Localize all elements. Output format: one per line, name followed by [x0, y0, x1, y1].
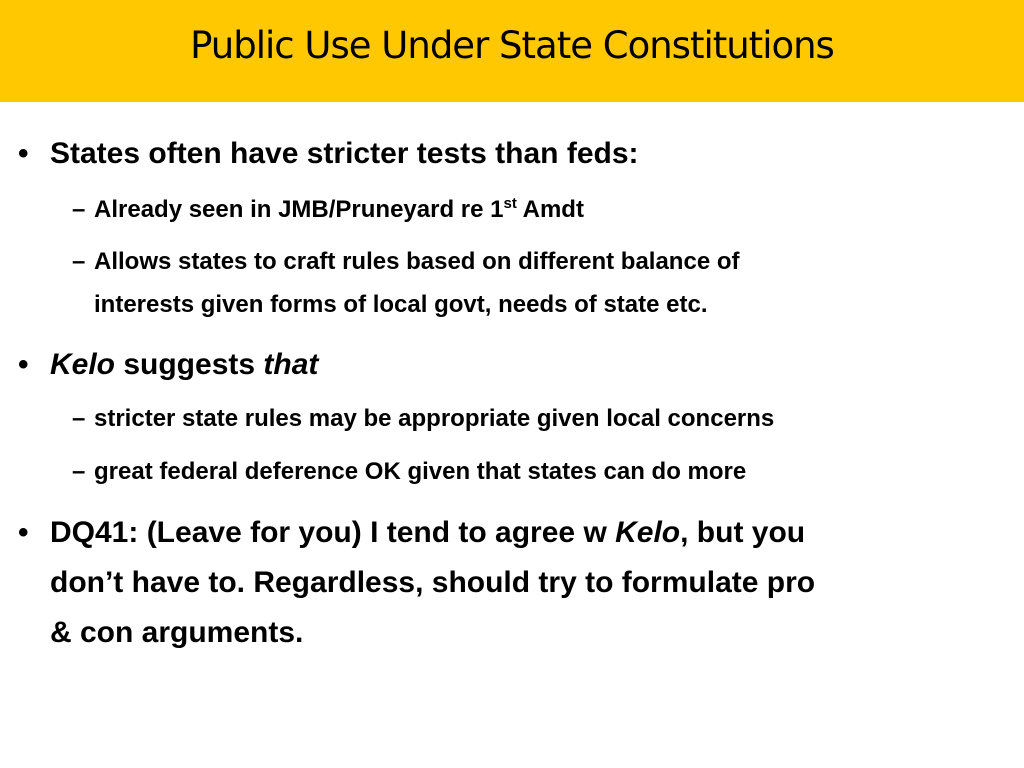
- bullet-3-line-1-post: , but you: [680, 516, 806, 549]
- bullet-1-sub-1-text: [94, 188, 584, 231]
- bullet-2-suggests: suggests: [115, 348, 264, 381]
- superscript-st: st: [503, 195, 517, 212]
- bullet-glyph: •: [18, 516, 29, 549]
- bullet-2-sub-1-text: stricter state rules may be appropriate given local concerns: [94, 405, 775, 432]
- sub-1-post: Amdt: [516, 196, 584, 223]
- dash-glyph: –: [72, 405, 86, 432]
- bullet-1-text: States often have stricter tests than feds:: [50, 137, 639, 170]
- bullet-1-sub-2-line-2: interests given forms of local govt, needs of state etc.: [94, 291, 708, 318]
- bullet-1-sub-2-line-1: Allows states to craft rules based on different balance of: [94, 248, 740, 275]
- dash-glyph: –: [72, 196, 86, 223]
- bullet-3-line-1-pre: DQ41: (Leave for you) I tend to agree w: [50, 516, 616, 549]
- slide-title: Public Use Under State Constitutions: [190, 24, 834, 67]
- case-name-kelo: Kelo: [615, 516, 681, 549]
- bullet-2-sub-2-text: great federal deference OK given that states can do more: [94, 458, 747, 485]
- bullet-3-line-1: [50, 510, 805, 556]
- bullet-2-that: that: [263, 348, 319, 381]
- dash-glyph: –: [72, 248, 86, 275]
- bullet-3-line-3: & con arguments.: [50, 616, 304, 649]
- bullet-3-line-2: don’t have to. Regardless, should try to formulate pro: [50, 566, 816, 599]
- bullet-2-text: [50, 342, 318, 388]
- dash-glyph: –: [72, 458, 86, 485]
- sub-1-pre: Already seen in JMB/Pruneyard re 1: [94, 196, 504, 223]
- case-name-kelo: Kelo: [50, 348, 116, 381]
- bullet-glyph: •: [18, 348, 29, 381]
- bullet-glyph: •: [18, 137, 29, 170]
